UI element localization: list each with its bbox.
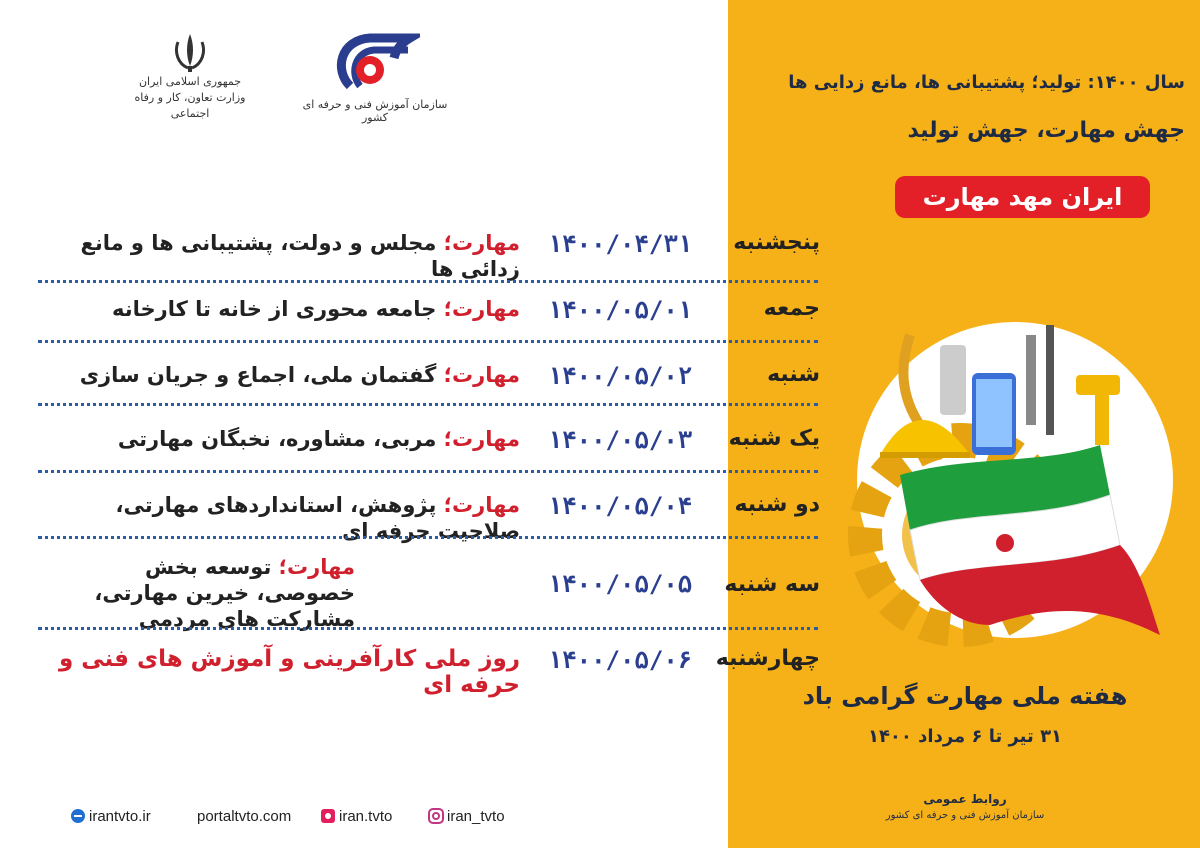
footer-portal[interactable]: [197, 808, 291, 825]
footer-website-text: irantvto.ir: [89, 808, 151, 825]
row-keyword: مهارت؛: [278, 555, 355, 579]
row-topic: [45, 554, 355, 632]
campaign-slogan: جهش مهارت، جهش تولید: [907, 118, 1185, 143]
schedule-row: [30, 278, 820, 344]
row-date: ۱۴۰۰/۰۴/۳۱: [547, 230, 693, 258]
row-keyword: مهارت؛: [443, 231, 520, 255]
row-keyword: مهارت؛: [443, 363, 520, 387]
public-relations-title: روابط عمومی: [923, 792, 1007, 806]
row-topic: [30, 646, 520, 698]
row-date: ۱۴۰۰/۰۵/۰۶: [547, 646, 693, 674]
footer-aparat[interactable]: [320, 808, 392, 825]
schedule-row: [30, 628, 820, 698]
skills-illustration: [840, 305, 1180, 655]
tvto-logo: [300, 30, 450, 124]
row-day: یک شنبه: [728, 426, 820, 451]
row-divider: [38, 470, 818, 473]
footer-website[interactable]: [70, 808, 151, 825]
tvto-name: سازمان آموزش فنی و حرفه ای کشور: [302, 98, 448, 124]
gear-flag-illustration-icon: [840, 305, 1180, 655]
row-topic-text: گفتمان ملی، اجماع و جریان سازی: [79, 363, 444, 387]
schedule-row: [30, 538, 820, 631]
row-divider: [38, 403, 818, 406]
row-keyword: مهارت؛: [443, 427, 520, 451]
row-keyword: مهارت؛: [443, 493, 520, 517]
row-topic-text: پژوهش، استانداردهای مهارتی، صلاحیت حرفه ای: [115, 493, 520, 543]
row-day: سه شنبه: [724, 572, 820, 597]
row-topic: [30, 230, 520, 282]
row-date: ۱۴۰۰/۰۵/۰۵: [547, 570, 693, 598]
public-relations-org: سازمان آموزش فنی و حرفه ای کشور: [885, 810, 1045, 821]
row-date: ۱۴۰۰/۰۵/۰۳: [547, 426, 693, 454]
schedule-row: [30, 212, 820, 281]
aparat-icon: [320, 808, 336, 824]
row-divider: [38, 340, 818, 343]
emblem-ministry: وزارت تعاون، کار و رفاه اجتماعی: [134, 91, 246, 120]
year-slogan: سال ۱۴۰۰: تولید؛ پشتیبانی ها، مانع زدایی ها: [788, 72, 1185, 93]
row-day: پنجشنبه: [733, 230, 820, 255]
row-date: ۱۴۰۰/۰۵/۰۴: [547, 492, 693, 520]
footer-aparat-text: iran.tvto: [339, 808, 393, 825]
footer-instagram[interactable]: [428, 808, 505, 825]
week-title: هفته ملی مهارت گرامی باد: [802, 682, 1128, 710]
row-keyword: مهارت؛: [443, 297, 520, 321]
instagram-icon: [428, 808, 444, 824]
row-day: جمعه: [763, 296, 820, 321]
week-dates: ۳۱ تیر تا ۶ مرداد ۱۴۰۰: [867, 726, 1063, 747]
row-topic-text: جامعه محوری از خانه تا کارخانه: [112, 297, 444, 321]
iran-emblem-logo: [120, 30, 260, 122]
schedule-row: [30, 474, 820, 543]
row-day: چهارشنبه: [715, 646, 820, 671]
row-topic: [30, 296, 520, 322]
schedule-row: [30, 408, 820, 474]
emblem-icon: [170, 30, 210, 74]
row-day: دو شنبه: [734, 492, 820, 517]
row-date: ۱۴۰۰/۰۵/۰۱: [547, 296, 693, 324]
row-topic: [30, 426, 520, 452]
row-topic: [30, 362, 520, 388]
tvto-icon: [330, 30, 420, 94]
row-topic-text: مجلس و دولت، پشتیبانی ها و مانع زدائی ها: [80, 231, 520, 281]
row-topic-text: مربی، مشاوره، نخبگان مهارتی: [117, 427, 444, 451]
row-final-topic: روز ملی کارآفرینی و آموزش های فنی و حرفه ای: [58, 646, 520, 698]
footer-instagram-text: iran_tvto: [447, 808, 505, 825]
schedule-row: [30, 344, 820, 410]
campaign-badge: ایران مهد مهارت: [895, 176, 1150, 218]
footer-portal-text: portaltvto.com: [197, 808, 292, 825]
emblem-country: جمهوری اسلامی ایران: [138, 75, 242, 88]
row-topic-text: توسعه بخش خصوصی، خیرین مهارتی، مشارکت های مردمی: [94, 555, 355, 631]
row-day: شنبه: [767, 362, 820, 387]
row-date: ۱۴۰۰/۰۵/۰۲: [547, 362, 693, 390]
browser-icon: [70, 808, 86, 824]
